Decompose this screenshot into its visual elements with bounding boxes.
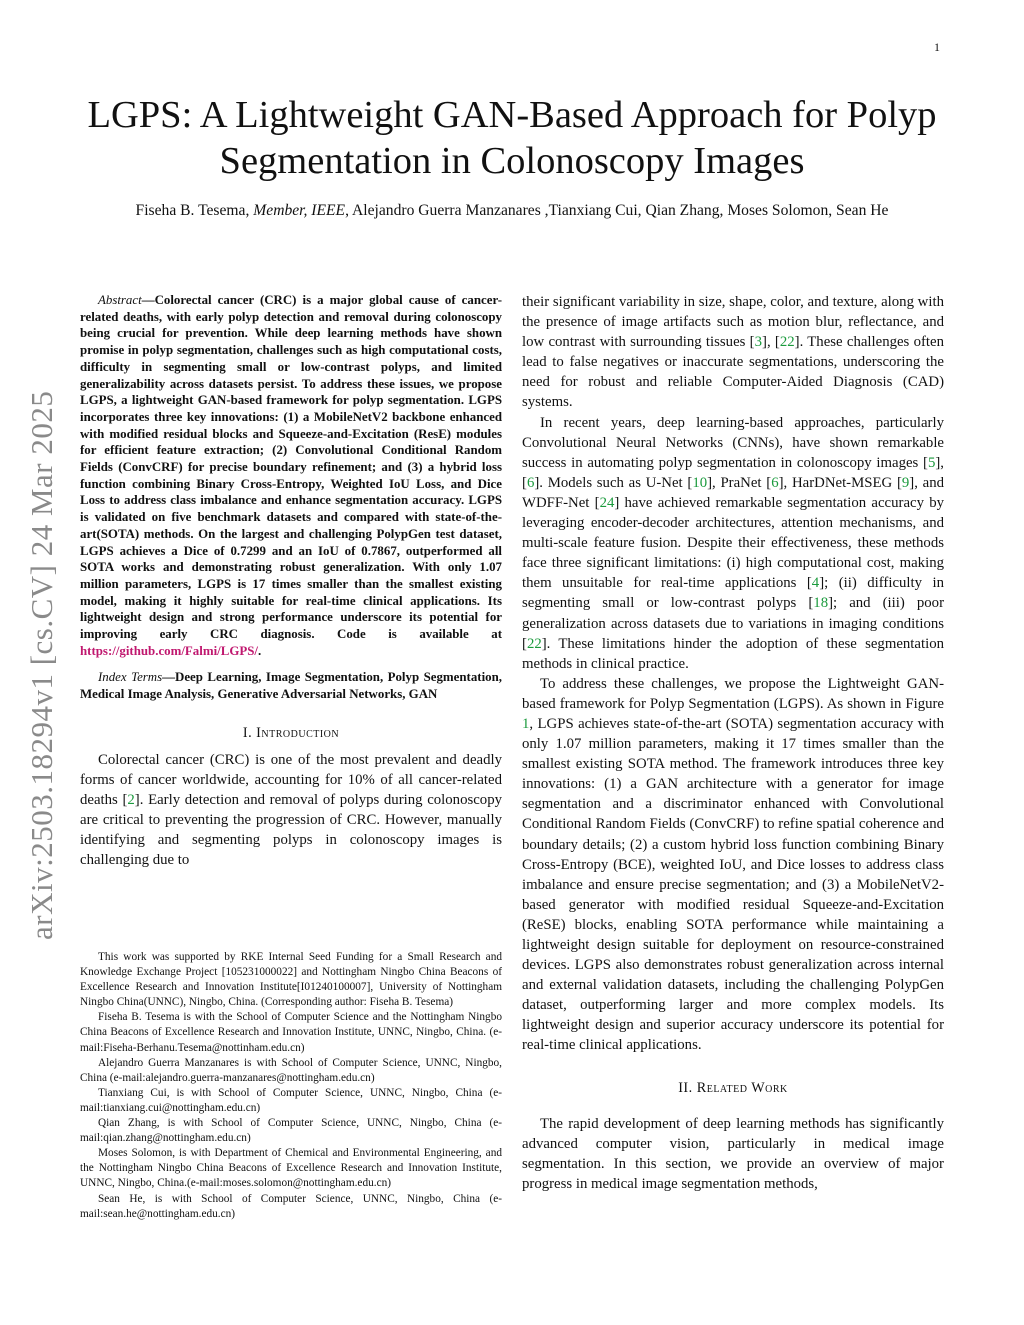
text: ] have achieved remarkable segmentation accuracy by leveraging encoder-decoder architectures, attention mechanisms, and multi-scale feature fusion. Despite their effectiveness, these methods face three significant limitations: (i) high computational cost, making them unsuitable for real-time applications [ (522, 494, 945, 592)
left-column (80, 292, 502, 870)
arxiv-stamp (20, 350, 60, 950)
citation-link[interactable]: 22 (779, 334, 795, 351)
text: ]; (ii) difficulty in segmenting small or low-contrast polyps [ (522, 575, 944, 612)
footnote-affiliation: Alejandro Guerra Manzanares is with School of Computer Science, UNNC, Ningbo, China (e-mail:alejandro.guerra-manzanares@nottingham.edu.cn) (80, 1056, 502, 1084)
citation-link[interactable]: 5 (927, 454, 936, 471)
abstract-label: Abstract (98, 293, 142, 307)
text: In recent years, deep learning-based approaches, particularly Convolutional Neural Networks (CNNs), have shown remarkable success in automating polyp segmentation in colonoscopy images [ (522, 414, 944, 471)
text: their significant variability in size, shape, color, and texture, along with the presence of image artifacts such as motion blur, reflectance, and low contrast with surrounding tissues [ (522, 294, 944, 351)
footnote-affiliation: Moses Solomon, is with Department of Chemical and Environmental Engineering, and the Nottingham Ningbo China Beacons of Excellence Research and Innovation Institute, UNNC, Ningbo, China.(e-mail:moses.solomon@nottingham.edu.cn) (80, 1147, 502, 1190)
text: ]. These challenges often lead to false negatives or inaccurate segmentations, underscoring the need for robust and reliable Computer-Aided Diagnosis (CAD) systems. (522, 334, 944, 411)
citation-link[interactable]: 10 (692, 474, 708, 491)
text: ], PraNet [ (707, 474, 772, 491)
text: ]. Early detection and removal of polyps during colonoscopy are critical to preventing the progression of CRC. However, manually identifying and segmenting polyps in colonoscopy images is challenging due to (80, 792, 502, 869)
text: Colorectal cancer (CRC) is one of the most prevalent and deadly forms of cancer worldwide, accounting for 10% of all cancer-related deaths [ (80, 751, 502, 809)
text: ]. These limitations hinder the adoption of these segmentation methods in clinical practice. (522, 635, 944, 672)
author-1-membership: Member, IEEE (253, 202, 346, 219)
abstract-text: —Colorectal cancer (CRC) is a major global cause of cancer-related deaths, with early polyp detection and removal during colonoscopy being crucial for prevention. While deep learning methods have shown promise in polyp segmentation, challenges such as high computational costs, difficulty in segmenting small or low-contrast polyps, and limited generalizability across datasets persist. To address these issues, we propose LGPS, a lightweight GAN-based framework for polyp segmentation. LGPS incorporates three key innovations: (1) a MobileNetV2 backbone enhanced with modified residual blocks and Squeeze-and-Excitation (ResE) modules for efficient feature extraction; (2) Convolutional Conditional Random Fields (ConvCRF) for precise boundary refinement; and (3) a hybrid loss function combining Binary Cross-Entropy, Weighted IoU Loss, and Dice Loss to address class imbalance and enhance segmentation accuracy. LGPS is validated on five benchmark datasets and compared with state-of-the-art(SOTA) methods. On the largest and challenging PolypGen test dataset, LGPS achieves a Dice of 0.7299 and an IoU of 0.7867, outperformed all SOTA works and demonstrating robust generalization. With only 1.07 million parameters, LGPS is 17 times smaller than the smallest existing model, making it highly suitable for real-time clinical applications. Its lightweight design and strong performance underscore its potential for improving early CRC diagnosis. Code is available at (80, 293, 502, 642)
index-terms-text: —Deep Learning, Image Segmentation, Polyp Segmentation, Medical Image Analysis, Generative Adversarial Networks, GAN (80, 670, 502, 702)
index-terms-label: Index Terms (98, 670, 163, 685)
intro-paragraph (80, 750, 502, 871)
section-heading-related-work: II. Related Work (678, 1079, 788, 1096)
text: ]; and (iii) poor generalization across datasets due to variations in imaging conditions [ (522, 595, 945, 652)
arxiv-stamp-text: arXiv:2503.18294v1 [cs.CV] 24 Mar 2025 (24, 390, 59, 940)
author-list (80, 200, 944, 221)
footnote-funding: This work was supported by RKE Internal Seed Funding for a Small Research and Knowledge Exchange Project [105231000022] and Nottingham Ningbo China Beacons of Excellence Research and Innovation Institute[I01240100007], University of Nottingham Ningbo China(UNNC), Ningbo, China. (Corresponding author: Fiseha B. Tesema) (80, 951, 502, 1009)
right-column (522, 292, 944, 1194)
text: To address these challenges, we propose the Lightweight GAN-based framework for Polyp Segmentation (LGPS). As shown in Figure (522, 675, 944, 712)
text: ]. Models such as U-Net [ (534, 474, 693, 491)
other-authors: , Alejandro Guerra Manzanares ,Tianxiang Cui, Qian Zhang, Moses Solomon, Sean He (345, 202, 889, 219)
citation-link[interactable]: 9 (901, 474, 910, 491)
index-terms (80, 669, 502, 702)
citation-link[interactable]: 22 (526, 635, 542, 652)
citation-link[interactable]: 3 (754, 334, 763, 351)
text: ], HarDNet-MSEG [ (778, 474, 902, 491)
section-heading-introduction: I. Introduction (242, 724, 340, 741)
citation-link[interactable]: 4 (811, 575, 820, 592)
text: ], and WDFF-Net [ (522, 474, 944, 511)
text: ], [ (762, 334, 780, 351)
citation-link[interactable]: 6 (771, 474, 779, 491)
code-link[interactable]: https://github.com/Falmi/LGPS/ (80, 643, 258, 658)
intro-continued-paragraph (522, 292, 944, 413)
citation-link[interactable]: 2 (127, 792, 135, 809)
text: , LGPS achieves state-of-the-art (SOTA) segmentation accuracy with only 1.07 million parameters, making it 17 times smaller than the smallest existing SOTA method. The framework introduces three key innovations: (1) a GAN architecture with a generator for image segmentation and a discriminator enhanced with Convolutional Conditional Random Fields (ConvCRF) to refine spatial coherence and boundary details; (2) a custom hybrid loss function combining Binary Cross-Entropy (BCE), weighted IoU, and Dice losses to address class imbalance and ensure precise segmentation; and (3) a MobileNetV2-based generator with modified residual Squeeze-and-Excitation (ReSE) blocks, enabling SOTA performance while maintaining a lightweight design suitable for deployment on resource-constrained devices. LGPS also demonstrates robust generalization across internal and external validation datasets, including the challenging PolypGen dataset, outperforming larger and more complex models. Its lightweight design and superior accuracy underscore its potential for real-time clinical applications. (522, 715, 944, 1054)
paper-title: LGPS: A Lightweight GAN-Based Approach for Polyp Segmentation in Colonoscopy Images (87, 94, 937, 182)
footnote-affiliation: Fiseha B. Tesema is with the School of Computer Science and the Nottingham Ningbo China Beacons of Excellence Research and Innovation Institute, UNNC, Ningbo, China. (e-mail:Fiseha-Berhanu.Tesema@nottinham.edu.cn) (80, 1011, 502, 1054)
intro-paragraph (522, 413, 944, 674)
abstract (80, 292, 502, 659)
related-work-paragraph: The rapid development of deep learning methods has significantly advanced computer vision, particularly in medical image segmentation. In this section, we provide an overview of major progress in medical image segmentation methods, (522, 1115, 944, 1192)
abstract-end: . (257, 643, 262, 658)
citation-link[interactable]: 6 (526, 474, 535, 491)
footnotes (80, 950, 502, 1222)
page-number: 1 (934, 40, 940, 54)
citation-link[interactable]: 24 (599, 494, 615, 511)
citation-link[interactable]: 18 (813, 595, 829, 612)
intro-paragraph (522, 674, 944, 1056)
figure-link[interactable]: 1 (522, 715, 530, 732)
author-1: Fiseha B. Tesema, (135, 202, 250, 219)
footnote-affiliation: Qian Zhang, is with School of Computer Science, UNNC, Ningbo, China (e-mail:qian.zhang@nottingham.edu.cn) (80, 1117, 502, 1145)
text: ], [ (522, 454, 944, 491)
footnote-affiliation: Tianxiang Cui, is with School of Computer Science, UNNC, Ningbo, China (e-mail:tianxiang.cui@nottingham.edu.cn) (80, 1086, 502, 1114)
footnote-affiliation: Sean He, is with School of Computer Science, UNNC, Ningbo, China (e-mail:sean.he@nottingham.edu.cn) (80, 1192, 502, 1220)
